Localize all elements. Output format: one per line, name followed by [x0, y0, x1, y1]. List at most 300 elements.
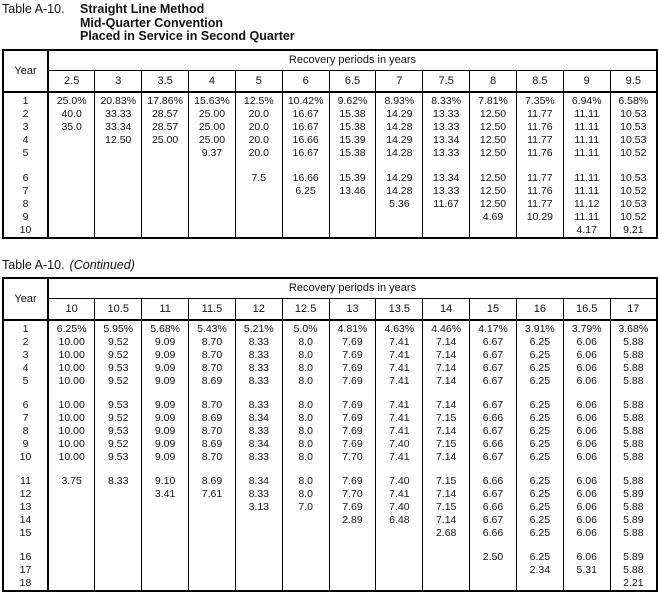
rate-cell: 10.53	[610, 108, 657, 121]
rate-cell: 7.15	[423, 438, 470, 451]
rate-cell: 5.88	[610, 527, 657, 540]
rate-cell: 16.66	[282, 172, 329, 185]
rate-cell: 11.11	[563, 172, 610, 185]
rate-cell: 7.69	[329, 349, 376, 362]
rate-cell	[376, 577, 423, 591]
rate-cell	[48, 198, 95, 211]
rate-cell: 4.69	[470, 211, 517, 224]
rate-cell: 7.14	[423, 488, 470, 501]
rate-cell: 8.0	[282, 349, 329, 362]
rate-cell: 10.29	[516, 211, 563, 224]
rate-cell	[189, 464, 236, 475]
table1-caption-label: Table A-10.	[2, 2, 65, 16]
rate-cell: 10.53	[610, 121, 657, 134]
table1-caption	[2, 3, 658, 44]
rate-cell	[95, 211, 142, 224]
rate-cell: 7.15	[423, 501, 470, 514]
rate-cell	[516, 540, 563, 551]
rate-cell	[48, 577, 95, 591]
rate-cell: 7.61	[189, 488, 236, 501]
rate-cell: 33.33	[95, 108, 142, 121]
recovery-period-column-header: 5	[235, 70, 282, 92]
rate-cell: 16.67	[282, 147, 329, 160]
table-row	[3, 375, 657, 388]
year-column-header: Year	[3, 278, 48, 320]
rate-cell: 14.29	[376, 108, 423, 121]
rate-cell	[282, 514, 329, 527]
rate-cell	[282, 464, 329, 475]
rate-cell: 10.52	[610, 185, 657, 198]
rate-cell	[235, 160, 282, 172]
rate-cell	[189, 501, 236, 514]
rate-cell: 8.33	[235, 362, 282, 375]
rate-cell	[48, 464, 95, 475]
rate-cell	[142, 147, 189, 160]
rate-cell: 7.14	[423, 349, 470, 362]
rate-cell: 10.52	[610, 147, 657, 160]
rate-cell	[95, 514, 142, 527]
rate-cell: 9.52	[95, 438, 142, 451]
rate-cell: 6.06	[563, 488, 610, 501]
rate-cell: 12.50	[470, 108, 517, 121]
table-row	[3, 108, 657, 121]
rate-cell: 7.69	[329, 412, 376, 425]
rate-cell: 2.21	[610, 577, 657, 591]
rate-cell	[95, 501, 142, 514]
rate-cell: 8.0	[282, 375, 329, 388]
rate-cell	[282, 577, 329, 591]
rate-cell: 4.81%	[329, 320, 376, 336]
rate-cell: 20.0	[235, 147, 282, 160]
recovery-period-column-header: 13.5	[376, 298, 423, 320]
rate-cell: 8.33	[235, 425, 282, 438]
rate-cell	[470, 464, 517, 475]
table2-caption	[2, 259, 658, 272]
rate-cell: 9.53	[95, 451, 142, 464]
rate-cell	[95, 488, 142, 501]
rate-cell: 11.11	[563, 211, 610, 224]
table-row	[3, 551, 657, 564]
rate-cell	[48, 488, 95, 501]
rate-cell	[189, 160, 236, 172]
rate-cell	[423, 160, 470, 172]
rate-cell	[376, 540, 423, 551]
table-row	[3, 501, 657, 514]
rate-cell	[235, 198, 282, 211]
rate-cell: 6.67	[470, 362, 517, 375]
rate-cell: 8.0	[282, 425, 329, 438]
year-cell: 2	[3, 336, 48, 349]
rate-cell: 9.37	[189, 147, 236, 160]
rate-cell: 8.0	[282, 336, 329, 349]
rate-cell	[516, 464, 563, 475]
rate-cell: 7.41	[376, 451, 423, 464]
rate-cell: 10.53	[610, 198, 657, 211]
year-cell: 17	[3, 564, 48, 577]
rate-cell	[189, 527, 236, 540]
rate-cell: 11.67	[423, 198, 470, 211]
rate-cell: 8.0	[282, 438, 329, 451]
rate-cell: 28.57	[142, 121, 189, 134]
rate-cell: 12.50	[470, 185, 517, 198]
rate-cell: 7.41	[376, 488, 423, 501]
rate-cell: 6.25	[516, 501, 563, 514]
rate-cell	[329, 388, 376, 399]
rate-cell	[189, 172, 236, 185]
rate-cell	[376, 551, 423, 564]
year-cell: 9	[3, 438, 48, 451]
rate-cell	[48, 501, 95, 514]
rate-cell	[142, 160, 189, 172]
rate-cell	[235, 185, 282, 198]
spacer-row	[3, 540, 657, 551]
rate-cell	[516, 577, 563, 591]
year-cell: 2	[3, 108, 48, 121]
rate-cell: 8.34	[235, 438, 282, 451]
rate-cell	[189, 185, 236, 198]
rate-cell	[329, 540, 376, 551]
rate-cell	[516, 388, 563, 399]
rate-cell	[235, 527, 282, 540]
rate-cell: 6.06	[563, 475, 610, 488]
rate-cell: 10.53	[610, 172, 657, 185]
rate-cell: 7.69	[329, 399, 376, 412]
recovery-periods-group-header: Recovery periods in years	[48, 50, 657, 71]
rate-cell: 9.52	[95, 375, 142, 388]
rate-cell: 9.09	[142, 399, 189, 412]
rate-cell: 6.25	[516, 399, 563, 412]
table1-caption-title	[80, 3, 295, 44]
rate-cell: 5.88	[610, 451, 657, 464]
rate-cell	[235, 211, 282, 224]
rate-cell: 7.41	[376, 362, 423, 375]
recovery-period-column-header: 10.5	[95, 298, 142, 320]
rate-cell: 7.14	[423, 375, 470, 388]
rate-cell: 8.0	[282, 412, 329, 425]
rate-cell: 12.50	[95, 134, 142, 147]
rate-cell	[95, 160, 142, 172]
rate-cell: 11.77	[516, 108, 563, 121]
rate-cell: 9.53	[95, 425, 142, 438]
table-row	[3, 514, 657, 527]
recovery-period-column-header: 4	[189, 70, 236, 92]
table-row	[3, 211, 657, 224]
rate-cell: 16.67	[282, 108, 329, 121]
rate-cell	[189, 577, 236, 591]
rate-cell	[282, 564, 329, 577]
year-cell: 8	[3, 425, 48, 438]
rate-cell: 7.14	[423, 399, 470, 412]
rate-cell: 6.25%	[48, 320, 95, 336]
rate-cell: 6.06	[563, 514, 610, 527]
year-cell: 10	[3, 451, 48, 464]
rate-cell	[235, 551, 282, 564]
rate-cell	[189, 514, 236, 527]
rate-cell: 4.17	[563, 224, 610, 238]
rate-cell: 5.43%	[189, 320, 236, 336]
rate-cell: 6.25	[516, 438, 563, 451]
rate-cell: 7.41	[376, 349, 423, 362]
table-row	[3, 425, 657, 438]
rate-cell: 13.33	[423, 185, 470, 198]
table-row	[3, 185, 657, 198]
rate-cell: 2.68	[423, 527, 470, 540]
rate-cell: 9.09	[142, 451, 189, 464]
rate-cell: 25.00	[189, 108, 236, 121]
rate-cell: 8.33%	[423, 92, 470, 108]
rate-cell	[95, 527, 142, 540]
rate-cell	[142, 577, 189, 591]
rate-cell: 7.14	[423, 425, 470, 438]
rate-cell: 8.33	[235, 336, 282, 349]
rate-cell: 8.0	[282, 488, 329, 501]
rate-cell: 6.67	[470, 425, 517, 438]
rate-cell	[189, 540, 236, 551]
rate-cell: 7.40	[376, 501, 423, 514]
rate-cell: 6.66	[470, 527, 517, 540]
table-row	[3, 488, 657, 501]
rate-cell: 13.34	[423, 172, 470, 185]
spacer-row	[3, 160, 657, 172]
rate-cell: 8.69	[189, 375, 236, 388]
table-row	[3, 438, 657, 451]
rate-cell: 7.70	[329, 488, 376, 501]
year-cell: 9	[3, 211, 48, 224]
recovery-period-column-header: 8	[470, 70, 517, 92]
rate-cell	[282, 388, 329, 399]
rate-cell: 5.88	[610, 362, 657, 375]
rate-cell	[563, 577, 610, 591]
rate-cell	[470, 224, 517, 238]
header-row-group	[3, 50, 657, 71]
year-column-header: Year	[3, 50, 48, 92]
rate-cell: 9.52	[95, 336, 142, 349]
rate-cell: 7.69	[329, 475, 376, 488]
rate-cell: 8.69	[189, 412, 236, 425]
rate-cell	[610, 540, 657, 551]
rate-cell: 8.0	[282, 451, 329, 464]
recovery-period-column-header: 11	[142, 298, 189, 320]
rate-cell: 13.33	[423, 108, 470, 121]
rate-cell: 6.06	[563, 551, 610, 564]
rate-cell	[563, 388, 610, 399]
table-row	[3, 121, 657, 134]
recovery-period-column-header: 6.5	[329, 70, 376, 92]
rate-cell: 8.33	[235, 451, 282, 464]
rate-cell	[95, 185, 142, 198]
rate-cell	[329, 464, 376, 475]
recovery-period-column-header: 6	[282, 70, 329, 92]
year-cell: 4	[3, 134, 48, 147]
rate-cell	[142, 185, 189, 198]
rate-cell	[516, 160, 563, 172]
rate-cell: 6.25	[516, 475, 563, 488]
rate-cell	[48, 211, 95, 224]
year-cell: 1	[3, 320, 48, 336]
rate-cell: 6.25	[516, 527, 563, 540]
rate-cell: 6.25	[516, 375, 563, 388]
rate-cell	[142, 211, 189, 224]
year-cell: 5	[3, 147, 48, 160]
rate-cell	[142, 514, 189, 527]
year-cell: 4	[3, 362, 48, 375]
rate-cell: 8.70	[189, 399, 236, 412]
rate-cell: 6.25	[516, 551, 563, 564]
rate-cell: 6.66	[470, 412, 517, 425]
rate-cell: 15.39	[329, 172, 376, 185]
rate-cell: 15.39	[329, 134, 376, 147]
depreciation-table-continued	[2, 277, 658, 592]
table-row	[3, 224, 657, 238]
rate-cell: 9.09	[142, 362, 189, 375]
year-cell: 12	[3, 488, 48, 501]
rate-cell: 11.11	[563, 185, 610, 198]
rate-cell	[235, 514, 282, 527]
recovery-period-column-header: 14	[423, 298, 470, 320]
rate-cell: 5.88	[610, 475, 657, 488]
rate-cell: 14.29	[376, 172, 423, 185]
recovery-period-column-header: 16	[516, 298, 563, 320]
rate-cell: 5.95%	[95, 320, 142, 336]
recovery-period-column-header: 8.5	[516, 70, 563, 92]
rate-cell: 20.83%	[95, 92, 142, 108]
rate-cell	[48, 564, 95, 577]
rate-cell	[329, 551, 376, 564]
rate-cell	[235, 464, 282, 475]
table2-caption-continued: (Continued)	[69, 257, 135, 272]
rate-cell: 13.46	[329, 185, 376, 198]
rate-cell	[142, 224, 189, 238]
rate-cell: 11.76	[516, 121, 563, 134]
rate-cell: 6.06	[563, 362, 610, 375]
rate-cell: 10.00	[48, 438, 95, 451]
rate-cell	[142, 388, 189, 399]
recovery-period-column-header: 15	[470, 298, 517, 320]
recovery-period-column-header: 13	[329, 298, 376, 320]
rate-cell: 8.33	[235, 399, 282, 412]
rate-cell: 8.69	[189, 475, 236, 488]
rate-cell	[48, 388, 95, 399]
rate-cell	[282, 527, 329, 540]
recovery-periods-group-header: Recovery periods in years	[48, 278, 657, 299]
rate-cell	[376, 388, 423, 399]
rate-cell: 6.06	[563, 527, 610, 540]
rate-cell: 2.34	[516, 564, 563, 577]
rate-cell: 14.28	[376, 185, 423, 198]
rate-cell	[142, 501, 189, 514]
year-cell	[3, 464, 48, 475]
rate-cell: 15.38	[329, 147, 376, 160]
rate-cell	[563, 540, 610, 551]
rate-cell	[516, 224, 563, 238]
rate-cell: 3.41	[142, 488, 189, 501]
year-cell: 6	[3, 172, 48, 185]
rate-cell	[142, 551, 189, 564]
spacer-row	[3, 464, 657, 475]
rate-cell: 9.52	[95, 349, 142, 362]
rate-cell: 15.38	[329, 121, 376, 134]
year-cell: 1	[3, 92, 48, 108]
recovery-period-column-header: 16.5	[563, 298, 610, 320]
rate-cell: 35.0	[48, 121, 95, 134]
rate-cell: 6.06	[563, 501, 610, 514]
rate-cell	[423, 224, 470, 238]
rate-cell	[95, 564, 142, 577]
rate-cell: 6.25	[516, 514, 563, 527]
recovery-period-column-header: 7	[376, 70, 423, 92]
table-row	[3, 564, 657, 577]
rate-cell: 11.77	[516, 172, 563, 185]
rate-cell: 5.88	[610, 564, 657, 577]
rate-cell: 11.76	[516, 147, 563, 160]
rate-cell: 20.0	[235, 108, 282, 121]
rate-cell: 11.77	[516, 198, 563, 211]
rate-cell	[48, 185, 95, 198]
rate-cell: 10.00	[48, 375, 95, 388]
year-cell: 10	[3, 224, 48, 238]
rate-cell: 4.63%	[376, 320, 423, 336]
table-row	[3, 134, 657, 147]
table-row	[3, 527, 657, 540]
rate-cell: 5.21%	[235, 320, 282, 336]
rate-cell: 25.0%	[48, 92, 95, 108]
year-cell: 16	[3, 551, 48, 564]
rate-cell: 7.69	[329, 362, 376, 375]
rate-cell: 6.25	[516, 412, 563, 425]
rate-cell	[235, 224, 282, 238]
rate-cell: 6.06	[563, 375, 610, 388]
table-row	[3, 92, 657, 108]
rate-cell: 25.00	[189, 121, 236, 134]
rate-cell: 11.12	[563, 198, 610, 211]
rate-cell: 6.06	[563, 438, 610, 451]
rate-cell: 7.69	[329, 425, 376, 438]
rate-cell: 6.25	[516, 488, 563, 501]
rate-cell: 6.66	[470, 501, 517, 514]
rate-cell	[423, 388, 470, 399]
rate-cell: 7.41	[376, 375, 423, 388]
rate-cell: 6.67	[470, 514, 517, 527]
rate-cell: 11.76	[516, 185, 563, 198]
rate-cell: 6.66	[470, 475, 517, 488]
depreciation-table-first	[2, 49, 658, 239]
rate-cell: 7.41	[376, 399, 423, 412]
rate-cell: 6.06	[563, 336, 610, 349]
rate-cell: 5.88	[610, 438, 657, 451]
table-row	[3, 451, 657, 464]
rate-cell: 15.38	[329, 108, 376, 121]
rate-cell: 6.67	[470, 375, 517, 388]
rate-cell	[48, 540, 95, 551]
rate-cell	[235, 540, 282, 551]
rate-cell	[423, 577, 470, 591]
rate-cell: 11.11	[563, 147, 610, 160]
rate-cell	[282, 540, 329, 551]
rate-cell	[95, 577, 142, 591]
rate-cell: 25.00	[142, 134, 189, 147]
rate-cell: 8.34	[235, 475, 282, 488]
rate-cell: 6.25	[516, 425, 563, 438]
recovery-period-column-header: 12	[235, 298, 282, 320]
rate-cell: 7.15	[423, 412, 470, 425]
rate-cell: 6.06	[563, 451, 610, 464]
table2-caption-label: Table A-10.	[2, 257, 65, 272]
rate-cell: 15.63%	[189, 92, 236, 108]
rate-cell	[48, 134, 95, 147]
rate-cell: 7.15	[423, 475, 470, 488]
rate-cell: 28.57	[142, 108, 189, 121]
rate-cell: 9.09	[142, 425, 189, 438]
